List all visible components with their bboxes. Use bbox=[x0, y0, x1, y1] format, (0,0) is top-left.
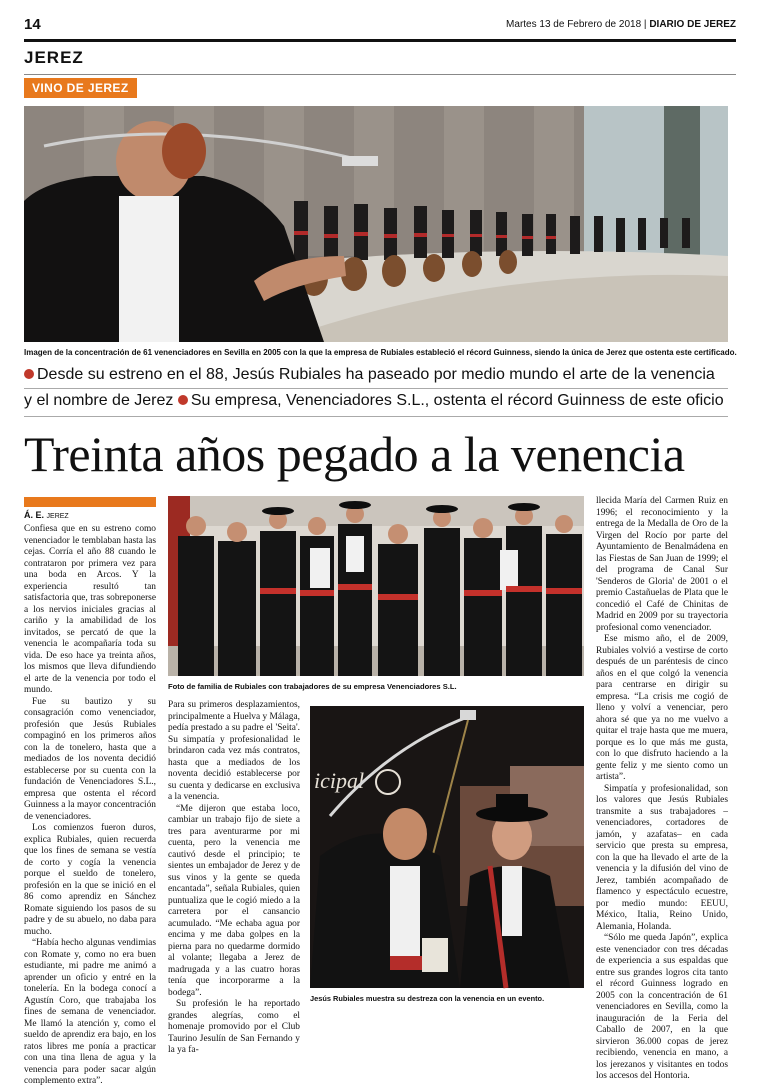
byline-bar bbox=[24, 497, 156, 507]
article-column-1 bbox=[24, 524, 156, 1086]
topic-tag: VINO DE JEREZ bbox=[24, 78, 137, 98]
paragraph: Simpatía y profesionalidad, son los valores que Jesús Rubiales transmite a sus trabajadores –venenciadores, cortadores de jamón, y azafatas– en cada servicio que presta su empresa, con la que ha llevado el arte de la venencia y la difusión del vino de Jerez, también acompañado de flamenco y espectáculo ecuestre, por medio mundo: EEUU, México, Italia, Reino Unido, Alemania, Holanda. bbox=[596, 783, 728, 932]
paragraph: Los comienzos fueron duros, explica Rubiales, quien recuerda que los fines de semana se vestía de corto y cogía la venencia porque el sueldo de tonelero, profesión en la que se inició en el 86 como aprendiz en Sánchez Romate siguiendo los pasos de su padre y de su abuelo, no daba para mucho. bbox=[24, 823, 156, 937]
page-header bbox=[24, 16, 736, 42]
article-column-2 bbox=[168, 700, 300, 1055]
page-number: 14 bbox=[24, 16, 41, 33]
paragraph: Ese mismo año, el de 2009, Rubiales volvió a vestirse de corto después de un paréntesis de cinco años en el que colgó la venencia para centrarse en dirigir su empresa. “La crisis me cogió de lleno y volví a venenciar, pero ahora sé que ya no me vuelvo a quitar el traje hasta que me muera, porque es lo que más me gusta, con lo que disfruto haciendo a la gente feliz y me siento como un artista”. bbox=[596, 634, 728, 782]
section-divider bbox=[24, 74, 736, 75]
paragraph: “Había hecho algunas vendimias con Romate y, como no era buen estudiante, mi padre me animó a aprender un oficio y entré en la tonelería. En la bodega conocí a Agustín Coro, que trabajaba los fines de semana de venenciador. Me llamó la atención y, como el sueldo de aprendiz era bajo, en los ratos libres me ponía a practicar con una tina llena de agua y la venencia para poder sacar algún complemento extra”. bbox=[24, 938, 156, 1086]
paragraph: Fue su bautizo y su consagración como venenciador, profesión que Jesús Rubiales compaginó en los primeros años con la de tonelero, hasta que a mediados de los noventa decidió establecerse por su cuenta con la fundación de Venenciadores S.L., empresa que ostenta el récord Guinness a la mayor concentración de venenciadores. bbox=[24, 696, 156, 822]
photo-illustration bbox=[24, 106, 728, 342]
author-name: Á. E. bbox=[24, 510, 45, 520]
subheadline-2-lead: y el nombre de Jerez bbox=[24, 392, 174, 409]
photo-venencia-demo bbox=[310, 706, 584, 988]
paragraph: “Me dijeron que estaba loco, cambiar un trabajo fijo de siete a tres para aventurarme por mi cuenta, pero la venencia me cautivó desde el principio; te sientes un embajador de Jerez y de sus vinos y la gente se queda encantada”, señala Rubiales, quien puntualiza que le cogió miedo a la carretera por el cansancio acumulado. “Me echaba agua por encima y me daba golpes en la pierna para no quedarme dormido al volante; llegaba a Jerez de madrugada y a las cuatro horas tenía que incorporarme a la bodega”. bbox=[168, 803, 300, 998]
paragraph: llecida María del Carmen Ruiz en 1996; el reconocimiento y la entrega de la Medalla de Oro de la Virgen del Rocío por parte del Ayuntamiento de Benalmádena en las Fiestas de San Juan de 1999; el del programa de Canal Sur 'Senderos de Gloria' de 2001 o el premio Castañuelas de Plata que le concedió el Café de Chinitas de Madrid en 2009 por su trayectoria profesional como venenciador. bbox=[596, 496, 728, 633]
section-title: JEREZ bbox=[24, 48, 84, 67]
header-separator: | bbox=[643, 19, 647, 30]
photo-illustration bbox=[168, 496, 584, 676]
photo-caption-family: Foto de familia de Rubiales con trabajadores de su empresa Venenciadores S.L. bbox=[168, 682, 457, 691]
publication-date: Martes 13 de Febrero de 2018 bbox=[506, 19, 642, 30]
subheadline-1 bbox=[24, 366, 728, 384]
byline-place: JEREZ bbox=[46, 513, 69, 520]
paragraph: Confiesa que en su estreno como venenciador le temblaban hasta las cejas. Corría el año 88 cuando le contrataron por primera vez para una boda en Arcos. Y la experiencia resultó tan satisfactoria que, tras sobreponerse a los nervios iniciales gracias al cariño y la amabilidad de los invitados, se percató de que la venencia le acompañaría toda su vida. De eso hace ya treinta años, los mismos que lleva difundiendo el arte de la venencia por todo el mundo. bbox=[24, 524, 156, 695]
article-column-3 bbox=[596, 496, 728, 1081]
subheadline-2 bbox=[24, 392, 728, 410]
photo-guinness-record bbox=[24, 106, 728, 342]
subheadline-divider bbox=[24, 388, 728, 389]
photo-family-group bbox=[168, 496, 584, 676]
paragraph: Para su primeros desplazamientos, principalmente a Huelva y Málaga, pedía prestado a su padre el 'Seita'. Su simpatía y profesionalidad le brindaron cada vez más contratos, hasta que a mediados de los noventa decidió establecerse por su cuenta y dedicarse en exclusiva a la venencia. bbox=[168, 700, 300, 802]
subheadline-2-text: Su empresa, Venenciadores S.L., ostenta el récord Guinness de este oficio bbox=[190, 392, 724, 409]
subheadline-divider bbox=[24, 416, 728, 417]
background-sign-text: icipal bbox=[314, 768, 365, 793]
bullet-dot-icon bbox=[24, 369, 34, 379]
paragraph: “Sólo me queda Japón”, explica este venenciador con tres décadas de experiencia a sus espaldas que entre sus grandes logros cita tanto el récord Guinness logrado en 2005 con la concentración de 61 venenciadores en Sevilla, como la inauguración de la Feria del Caballo de 2007, en la que sirvieron 36.000 copas de jerez recibiendo, venencia en mano, a los jerezanos y visitantes en todos los accesos del Hontoria. bbox=[596, 933, 728, 1081]
byline bbox=[24, 510, 69, 520]
paragraph: Su profesión le ha reportado grandes alegrías, como el homenaje promovido por el Club Taurino Jesulín de San Fernando y la ya fa- bbox=[168, 999, 300, 1055]
article-headline: Treinta años pegado a la venencia bbox=[24, 426, 685, 482]
newspaper-name: DIARIO DE JEREZ bbox=[649, 19, 736, 30]
photo-caption-main: Imagen de la concentración de 61 venenciadores en Sevilla en 2005 con la que la empresa de Rubiales estableció el récord Guinness, siendo la única de Jerez que ostenta este certificado. bbox=[24, 348, 737, 357]
header-dateline bbox=[506, 19, 736, 30]
photo-illustration bbox=[310, 706, 584, 988]
bullet-dot-icon bbox=[178, 395, 188, 405]
photo-caption-event: Jesús Rubiales muestra su destreza con la venencia en un evento. bbox=[310, 994, 545, 1003]
subheadline-1-text: Desde su estreno en el 88, Jesús Rubiales ha paseado por medio mundo el arte de la venencia bbox=[37, 366, 715, 383]
